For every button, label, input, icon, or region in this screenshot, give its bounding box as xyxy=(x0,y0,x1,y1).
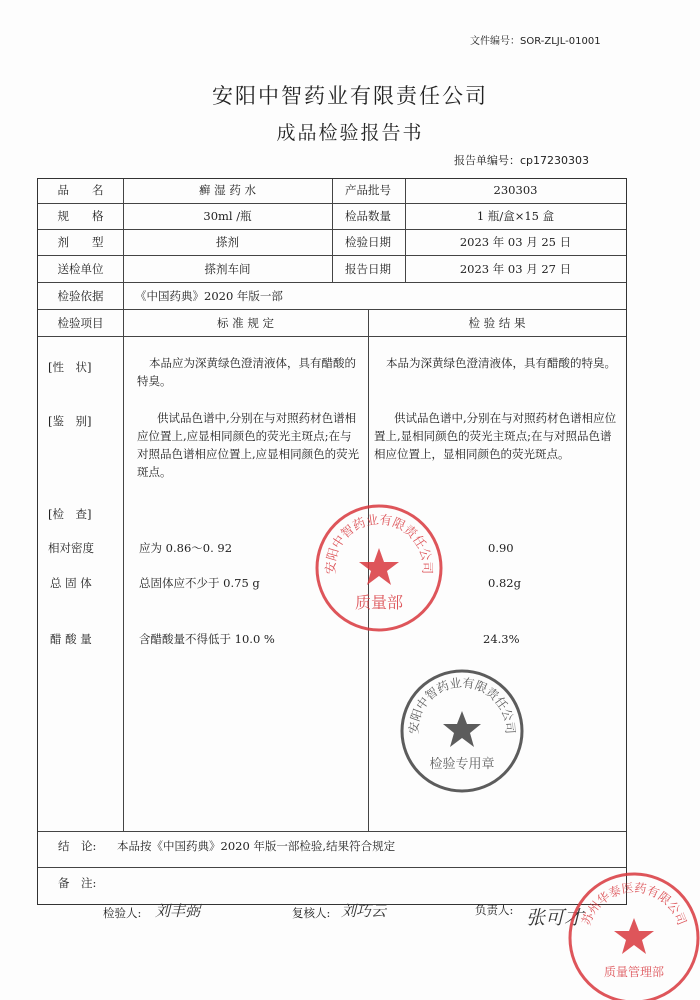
row-divider xyxy=(38,336,626,337)
value-test-date: 2023 年 03 月 25 日 xyxy=(459,235,572,249)
report-number: 报告单编号：cp17230303 xyxy=(454,154,590,167)
solid-standard: 总固体应不少于 0.75 g xyxy=(139,576,260,590)
conclusion-label: 结 论: xyxy=(58,839,97,853)
appearance-standard: 本品应为深黄绿色澄清液体，具有醋酸的特臭。 xyxy=(137,356,356,388)
manager-signature: 张可才 xyxy=(526,907,584,929)
density-result: 0.90 xyxy=(488,541,514,555)
label-quantity: 检品数量 xyxy=(345,209,391,223)
quality-department-stamp xyxy=(313,502,445,634)
inspection-stamp xyxy=(398,667,526,795)
head-standard: 标 准 规 定 xyxy=(217,316,274,330)
acid-standard: 含醋酸量不得低于 10.0 % xyxy=(139,632,275,646)
quality-stamp-outer-text: 安阳中智药业有限责任公司 xyxy=(322,511,436,575)
value-spec: 30ml /瓶 xyxy=(203,209,252,223)
quality-stamp-inner-text: 质量部 xyxy=(354,593,404,612)
label-department: 送检单位 xyxy=(57,262,104,276)
label-spec: 规 格 xyxy=(57,209,104,223)
manager-label: 负责人: xyxy=(475,903,514,917)
density-standard: 应为 0.86～0. 92 xyxy=(139,541,233,555)
value-department: 搽剂车间 xyxy=(204,262,251,276)
inspection-stamp-outer-text: 安阳中智药业有限责任公司 xyxy=(406,675,518,735)
label-report-date: 报告日期 xyxy=(345,262,391,276)
value-batch: 230303 xyxy=(493,183,538,197)
label-product-name: 品 名 xyxy=(57,183,104,197)
label-batch: 产品批号 xyxy=(345,183,391,197)
value-quantity: 1 瓶/盒×15 盒 xyxy=(476,209,555,223)
row-divider xyxy=(38,867,626,868)
value-report-date: 2023 年 03 月 27 日 xyxy=(459,262,572,276)
remark-label: 备 注: xyxy=(58,876,97,890)
item-check-label: [检 查] xyxy=(48,507,92,521)
corner-stamp-outer-text: 苏州华泰医药有限公司 xyxy=(579,880,689,928)
label-basis: 检验依据 xyxy=(57,289,104,303)
star-icon xyxy=(614,918,654,954)
document-title: 成品检验报告书 xyxy=(276,122,424,144)
row-divider xyxy=(38,831,626,832)
solid-result: 0.82g xyxy=(488,576,521,590)
appearance-result: 本品为深黄绿色澄清液体，具有醋酸的特臭。 xyxy=(386,356,616,370)
row-divider xyxy=(38,309,626,310)
density-label: 相对密度 xyxy=(48,541,94,555)
inspector-label: 检验人: xyxy=(103,906,142,920)
reviewer-label: 复核人: xyxy=(292,906,331,920)
company-name: 安阳中智药业有限责任公司 xyxy=(212,84,488,108)
inspection-stamp-inner-text: 检验专用章 xyxy=(429,757,495,772)
conclusion-text: 本品按《中国药典》2020 年版一部检验,结果符合规定 xyxy=(117,839,396,853)
item-identification-label: [鉴 别] xyxy=(48,414,92,428)
head-item: 检验项目 xyxy=(57,316,104,330)
acid-label: 醋 酸 量 xyxy=(50,632,92,646)
file-number: 文件编号：SOR-ZLJL-01001 xyxy=(470,36,601,47)
label-dosage-form: 剂 型 xyxy=(57,235,104,249)
star-icon xyxy=(443,711,481,747)
reviewer-signature: 刘巧云 xyxy=(341,902,387,920)
value-product-name: 癣 湿 药 水 xyxy=(199,183,256,197)
inspector-signature: 刘丰弼 xyxy=(155,902,201,920)
solid-label: 总 固 体 xyxy=(50,576,92,590)
item-appearance-label: [性 状] xyxy=(48,360,92,374)
identification-standard: 供试品色谱中,分别在与对照药材色谱相应位置上,应显相同颜色的荧光主斑点;在与对照品色谱相应位置上,应显相同颜色的荧光斑点。 xyxy=(137,411,360,479)
corner-stamp-inner-text: 质量管理部 xyxy=(603,965,665,979)
head-result: 检 验 结 果 xyxy=(468,316,526,330)
value-dosage-form: 搽剂 xyxy=(216,235,239,249)
label-test-date: 检验日期 xyxy=(345,235,391,249)
value-basis: 《中国药典》2020 年版一部 xyxy=(135,289,283,303)
corner-company-stamp xyxy=(566,870,700,1000)
star-icon xyxy=(359,548,399,585)
acid-result: 24.3% xyxy=(483,632,520,646)
row-divider xyxy=(38,282,626,283)
identification-result: 供试品色谱中,分别在与对照药材色谱相应位置上,显相同颜色的荧光主斑点;在与对照品色谱相应位置上，显相同颜色的荧光斑点。 xyxy=(374,411,617,461)
